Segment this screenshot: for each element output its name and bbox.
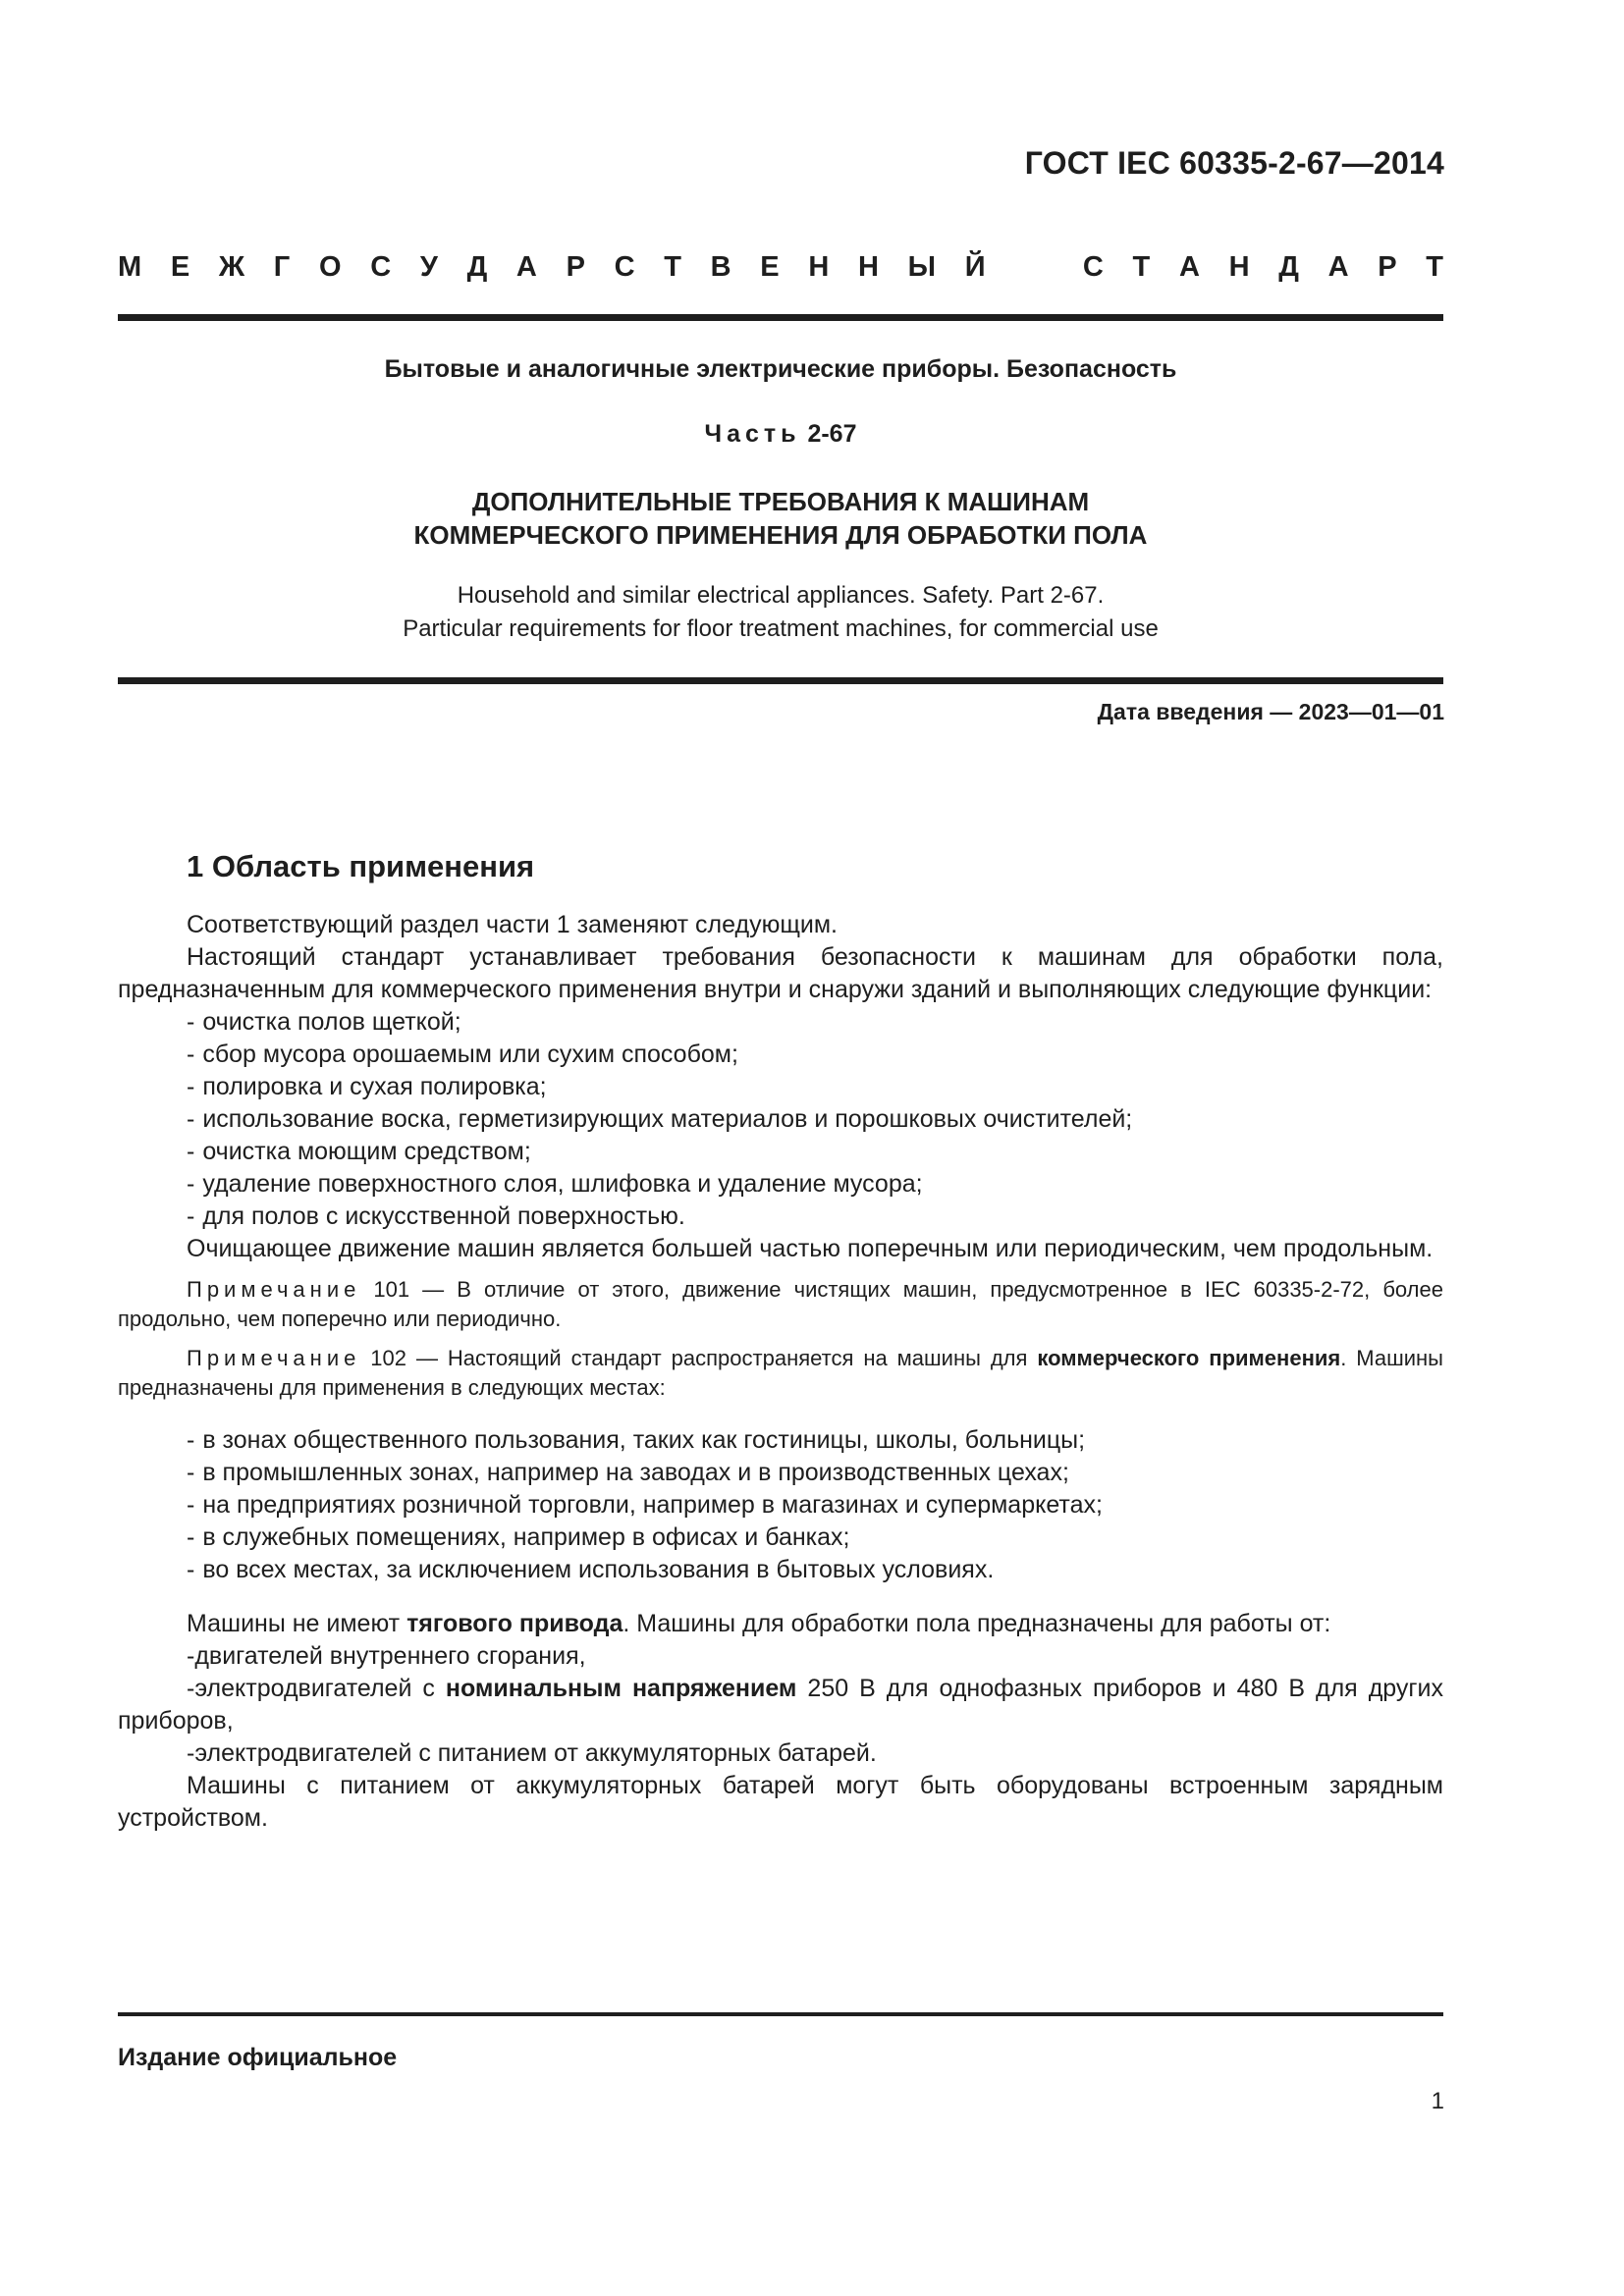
part-title	[118, 420, 1443, 449]
list-item-text: очистка моющим средством;	[202, 1138, 531, 1165]
paragraph: Настоящий стандарт устанавливает требования безопасности к машинам для обработки пола, предназначенным для коммерческого применения внутри и снаружи зданий и выполняющих следующие функции:	[118, 943, 1443, 1003]
introduction-date: Дата введения — 2023—01—01	[1097, 699, 1444, 724]
part-number: 2-67	[807, 420, 857, 448]
banner-letter: С	[370, 251, 392, 283]
banner-letter: А	[1327, 251, 1349, 283]
list-item: - во всех местах, за исключением использования в бытовых условиях.	[187, 1556, 995, 1583]
banner-letter: У	[419, 251, 438, 283]
note-text: 102 — Настоящий стандарт распространяется на машины для	[370, 1346, 1038, 1370]
specific-title	[118, 485, 1443, 552]
list-item: - полировка и сухая полировка;	[187, 1073, 547, 1100]
banner-letter: М	[118, 251, 142, 283]
list-item-text: в зонах общественного пользования, таких как гостиницы, школы, больницы;	[202, 1426, 1086, 1454]
list-item-text: удаление поверхностного слоя, шлифовка и удаление мусора;	[202, 1170, 923, 1198]
list-item: - удаление поверхностного слоя, шлифовка и удаление мусора;	[187, 1170, 923, 1198]
places-list	[118, 1424, 1443, 1586]
paragraph-text: . Машины для обработки пола предназначены для работы от:	[623, 1610, 1331, 1637]
power-item-text: 250 В для однофазных приборов и 480 В для других приборов,	[118, 1675, 1443, 1735]
banner-letter: Д	[466, 251, 488, 283]
list-item: - очистка полов щеткой;	[187, 1008, 461, 1036]
specific-title-line1: ДОПОЛНИТЕЛЬНЫЕ ТРЕБОВАНИЯ К МАШИНАМ	[471, 487, 1090, 516]
banner-letter: Е	[760, 251, 780, 283]
note-102	[118, 1344, 1443, 1403]
section-body	[118, 909, 1443, 1835]
banner-letter: Р	[1378, 251, 1397, 283]
section-heading: 1 Область применения	[187, 849, 535, 883]
list-item: - сбор мусора орошаемым или сухим способом;	[187, 1041, 738, 1068]
power-item-text: двигателей внутреннего сгорания,	[194, 1642, 586, 1670]
note-101	[118, 1275, 1443, 1334]
specific-title-line2: КОММЕРЧЕСКОГО ПРИМЕНЕНИЯ ДЛЯ ОБРАБОТКИ ПОЛА	[413, 520, 1148, 550]
list-item-text: полировка и сухая полировка;	[202, 1073, 547, 1100]
term: номинальным напряжением	[445, 1675, 797, 1702]
list-item-text: в служебных помещениях, например в офисах и банках;	[202, 1523, 850, 1551]
list-item-text: для полов с искусственной поверхностью.	[202, 1202, 685, 1230]
banner-letter: Р	[566, 251, 585, 283]
paragraph: Соответствующий раздел части 1 заменяют следующим.	[187, 911, 839, 938]
list-item-text: очистка полов щеткой;	[202, 1008, 461, 1036]
banner-letter: Н	[808, 251, 830, 283]
banner-letter: Ы	[907, 251, 936, 283]
term: тягового привода	[406, 1610, 623, 1637]
note-label: Примечание	[187, 1346, 361, 1370]
note-text: . Машины предназначены для применения в следующих местах:	[118, 1346, 1443, 1400]
list-item-text: на предприятиях розничной торговли, например в магазинах и супермаркетах;	[202, 1491, 1103, 1519]
note-text: 101 — В отличие от этого, движение чистящих машин, предусмотренное в IEC 60335-2-72, более продольно, чем поперечно или периодично.	[118, 1277, 1443, 1331]
english-title-line2: Particular requirements for floor treatment machines, for commercial use	[403, 615, 1159, 642]
page-number: 1	[1431, 2088, 1444, 2114]
banner-letter: Г	[273, 251, 291, 283]
paragraph: Машины с питанием от аккумуляторных батарей могут быть оборудованы встроенным зарядным устройством.	[118, 1772, 1443, 1832]
banner-letter: Т	[1426, 251, 1443, 283]
banner-letter: А	[515, 251, 537, 283]
functions-list	[118, 1006, 1443, 1233]
power-item-text: электродвигателей с питанием от аккумуляторных батарей.	[194, 1739, 877, 1767]
footer-rule	[118, 2012, 1443, 2016]
list-item-text: в промышленных зонах, например на заводах и в производственных цехах;	[202, 1459, 1069, 1486]
banner-letter: Т	[1132, 251, 1151, 283]
english-title	[118, 579, 1443, 646]
banner-letter: В	[710, 251, 731, 283]
list-item-text: во всех местах, за исключением использования в бытовых условиях.	[202, 1556, 995, 1583]
note-label: Примечание	[187, 1277, 361, 1302]
banner-letter: Ж	[218, 251, 245, 283]
banner-letter: Е	[170, 251, 190, 283]
part-label: Часть	[704, 420, 801, 448]
power-item: -электродвигателей с номинальным напряжением 250 В для однофазных приборов и 480 В для других приборов,	[118, 1675, 1443, 1735]
paragraph-text: Машины не имеют	[187, 1610, 407, 1637]
general-title: Бытовые и аналогичные электрические приборы. Безопасность	[384, 355, 1177, 383]
note-term: коммерческого применения	[1037, 1346, 1341, 1370]
list-item: - в промышленных зонах, например на заводах и в производственных цехах;	[187, 1459, 1069, 1486]
banner-letter: Н	[1228, 251, 1250, 283]
gost-code: ГОСТ IEC 60335-2-67—2014	[1024, 145, 1444, 181]
list-item: - использование воска, герметизирующих материалов и порошковых очистителей;	[187, 1105, 1133, 1133]
banner-letter: С	[614, 251, 635, 283]
standard-banner	[118, 251, 1443, 284]
banner-letter: Д	[1278, 251, 1299, 283]
title-rule	[118, 677, 1443, 684]
english-title-line1: Household and similar electrical appliances. Safety. Part 2-67.	[457, 582, 1105, 609]
banner-letter: Н	[857, 251, 879, 283]
power-item: -двигателей внутреннего сгорания,	[187, 1642, 586, 1670]
banner-letter: С	[1082, 251, 1104, 283]
list-item-text: использование воска, герметизирующих материалов и порошковых очистителей;	[202, 1105, 1133, 1133]
list-item: - в служебных помещениях, например в офисах и банках;	[187, 1523, 850, 1551]
paragraph	[118, 1608, 1443, 1640]
banner-letter: Й	[964, 251, 986, 283]
official-edition-label: Издание официальное	[118, 2044, 398, 2071]
list-item: - на предприятиях розничной торговли, например в магазинах и супермаркетах;	[187, 1491, 1103, 1519]
banner-letter: Т	[664, 251, 681, 283]
banner-letter: О	[318, 251, 342, 283]
power-item: -электродвигателей с питанием от аккумуляторных батарей.	[187, 1739, 877, 1767]
power-item-text: электродвигателей с	[194, 1675, 446, 1702]
list-item-text: сбор мусора орошаемым или сухим способом;	[202, 1041, 738, 1068]
list-item: - очистка моющим средством;	[187, 1138, 531, 1165]
list-item: - в зонах общественного пользования, таких как гостиницы, школы, больницы;	[187, 1426, 1086, 1454]
list-item: - для полов с искусственной поверхностью.	[187, 1202, 685, 1230]
header-rule	[118, 314, 1443, 321]
banner-letter: А	[1178, 251, 1200, 283]
paragraph: Очищающее движение машин является большей частью поперечным или периодическим, чем продольным.	[187, 1235, 1434, 1262]
